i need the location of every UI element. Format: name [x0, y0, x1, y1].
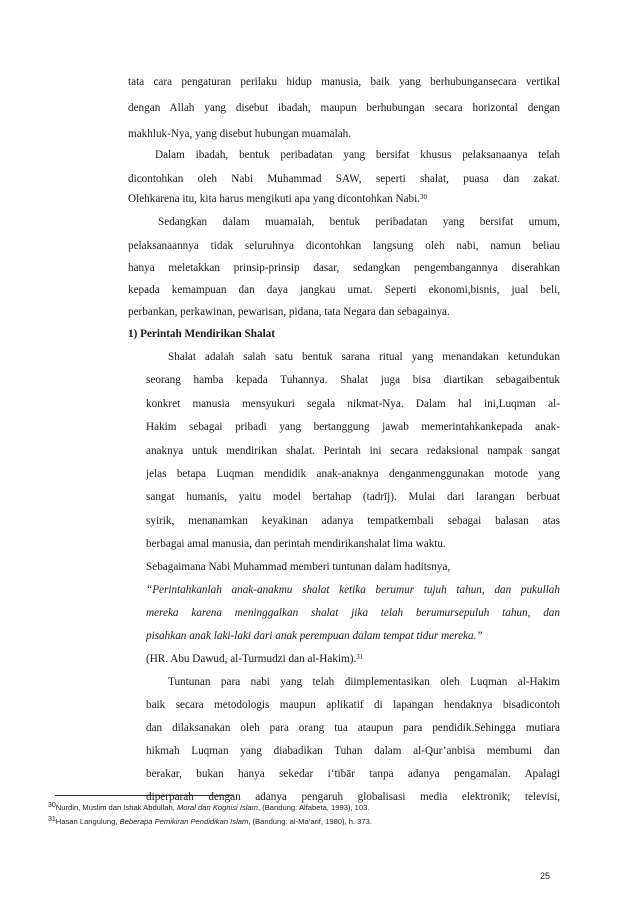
text-line: (HR. Abu Dawud, al-Turmudzi dan al-Hakim).$^{31}$	[146, 653, 364, 665]
footnote-divider	[55, 795, 233, 796]
text-line: kepada kemampuan dan daya jangkau umat. Seperti ekonomi,bisnis, jual beli,	[128, 284, 560, 296]
footnote: $^{30}$Nurdin, Muslim dan Ishak Abdullah, Moral dan Kognisi Islam, (Bandung: Alfabeta, 1993), 103.	[48, 802, 370, 812]
text-line: syirik, menanamkan keyakinan adanya tempatkembali sebagai balasan atas	[146, 515, 560, 527]
text-line: dengan Allah yang disebut ibadah, maupun berhubungan secara horizontal dengan	[128, 102, 560, 114]
text-line: Shalat adalah salah satu bentuk sarana ritual yang menandakan ketundukan	[168, 351, 560, 363]
text-line: Hakim sebagai pribadi yang bertanggung jawab memerintahkankepada anak-	[146, 421, 560, 433]
text-line: diperparah dengan adanya pengaruh globalisasi media elektronik; televisi,	[146, 791, 560, 803]
text-line: Sedangkan dalam muamalah, bentuk peribadatan yang bersifat umum,	[158, 216, 560, 228]
text-line: mereka karena meninggalkan shalat jika telah berumursepuluh tahun, dan	[146, 607, 560, 619]
footnote-ref: 31	[356, 653, 364, 661]
footnote-ref: 30	[420, 193, 428, 201]
text-line: perbankan, perkawinan, pewarisan, pidana, tata Negara dan sebagainya.	[128, 306, 450, 318]
text-line: seorang hamba kepada Tuhannya. Shalat juga bisa diartikan sebagaibentuk	[146, 374, 560, 386]
text-line: “Perintahkanlah anak-anakmu shalat ketika berumur tujuh tahun, dan pukullah	[146, 584, 560, 596]
text-line: pisahkan anak laki-laki dari anak perempuan dalam tempat tidur mereka.”	[146, 630, 483, 642]
text-line: sangat humanis, yaitu model bertahap (tadrīj). Mulai dari larangan berbuat	[146, 491, 560, 503]
text-line: dan dilaksanakan oleh para orang tua ataupun para pendidik.Sehingga mutiara	[146, 722, 560, 734]
text-line: Tuntunan para nabi yang telah diimplementasikan oleh Luqman al-Hakim	[168, 676, 560, 688]
text-line: tata cara pengaturan perilaku hidup manusia, baik yang berhubungansecara vertikal	[128, 76, 560, 88]
text-line: baik secara metodologis maupun aplikatif di lapangan hendaknya bisadicontoh	[146, 699, 560, 711]
text-line: hanya meletakkan prinsip-prinsip dasar, sedangkan pengembangannya diserahkan	[128, 262, 560, 274]
text-line: anaknya untuk mendirikan shalat. Perintah ini secara redaksional nampak sangat	[146, 445, 560, 457]
text-line: berbagai amal manusia, dan perintah mendirikanshalat lima waktu.	[146, 538, 446, 550]
text-line: pelaksanaannya tidak seluruhnya dicontohkan langsung oleh nabi, namun beliau	[128, 240, 560, 252]
text-line: jelas betapa Luqman mendidik anak-anaknya denganmenggunakan motode yang	[146, 468, 560, 480]
footnote: $^{31}$Hasan Langulung, Beberapa Pemikiran Pendidikan Islam, (Bandung: al-Ma’arif, 1980), h. 373.	[48, 816, 372, 826]
text-line: konkret manusia mensyukuri segala nikmat-Nya. Dalam hal ini,Luqman al-	[146, 398, 560, 410]
text-line: hikmah Luqman yang diabadikan Tuhan dalam al-Qur’anbisa membumi dan	[146, 745, 560, 757]
text-line: Dalam ibadah, bentuk peribadatan yang bersifat khusus pelaksanaanya telah	[155, 149, 560, 161]
page-number: 25	[540, 871, 551, 881]
text-line: dicontohkan oleh Nabi Muhammad SAW, seperti shalat, puasa dan zakat.	[128, 173, 560, 185]
text-line: makhluk-Nya, yang disebut hubungan muamalah.	[128, 128, 352, 140]
text-line: 1) Perintah Mendirikan Shalat	[128, 328, 275, 340]
text-line: Sebagaimana Nabi Muhammad memberi tuntunan dalam haditsnya,	[146, 561, 451, 573]
text-line: berakar, bukan hanya sekedar i‘tibār tanpa adanya pengamalan. Apalagi	[146, 768, 560, 780]
text-line: Olehkarena itu, kita harus mengikuti apa yang dicontohkan Nabi.$^{30}$	[128, 193, 428, 205]
